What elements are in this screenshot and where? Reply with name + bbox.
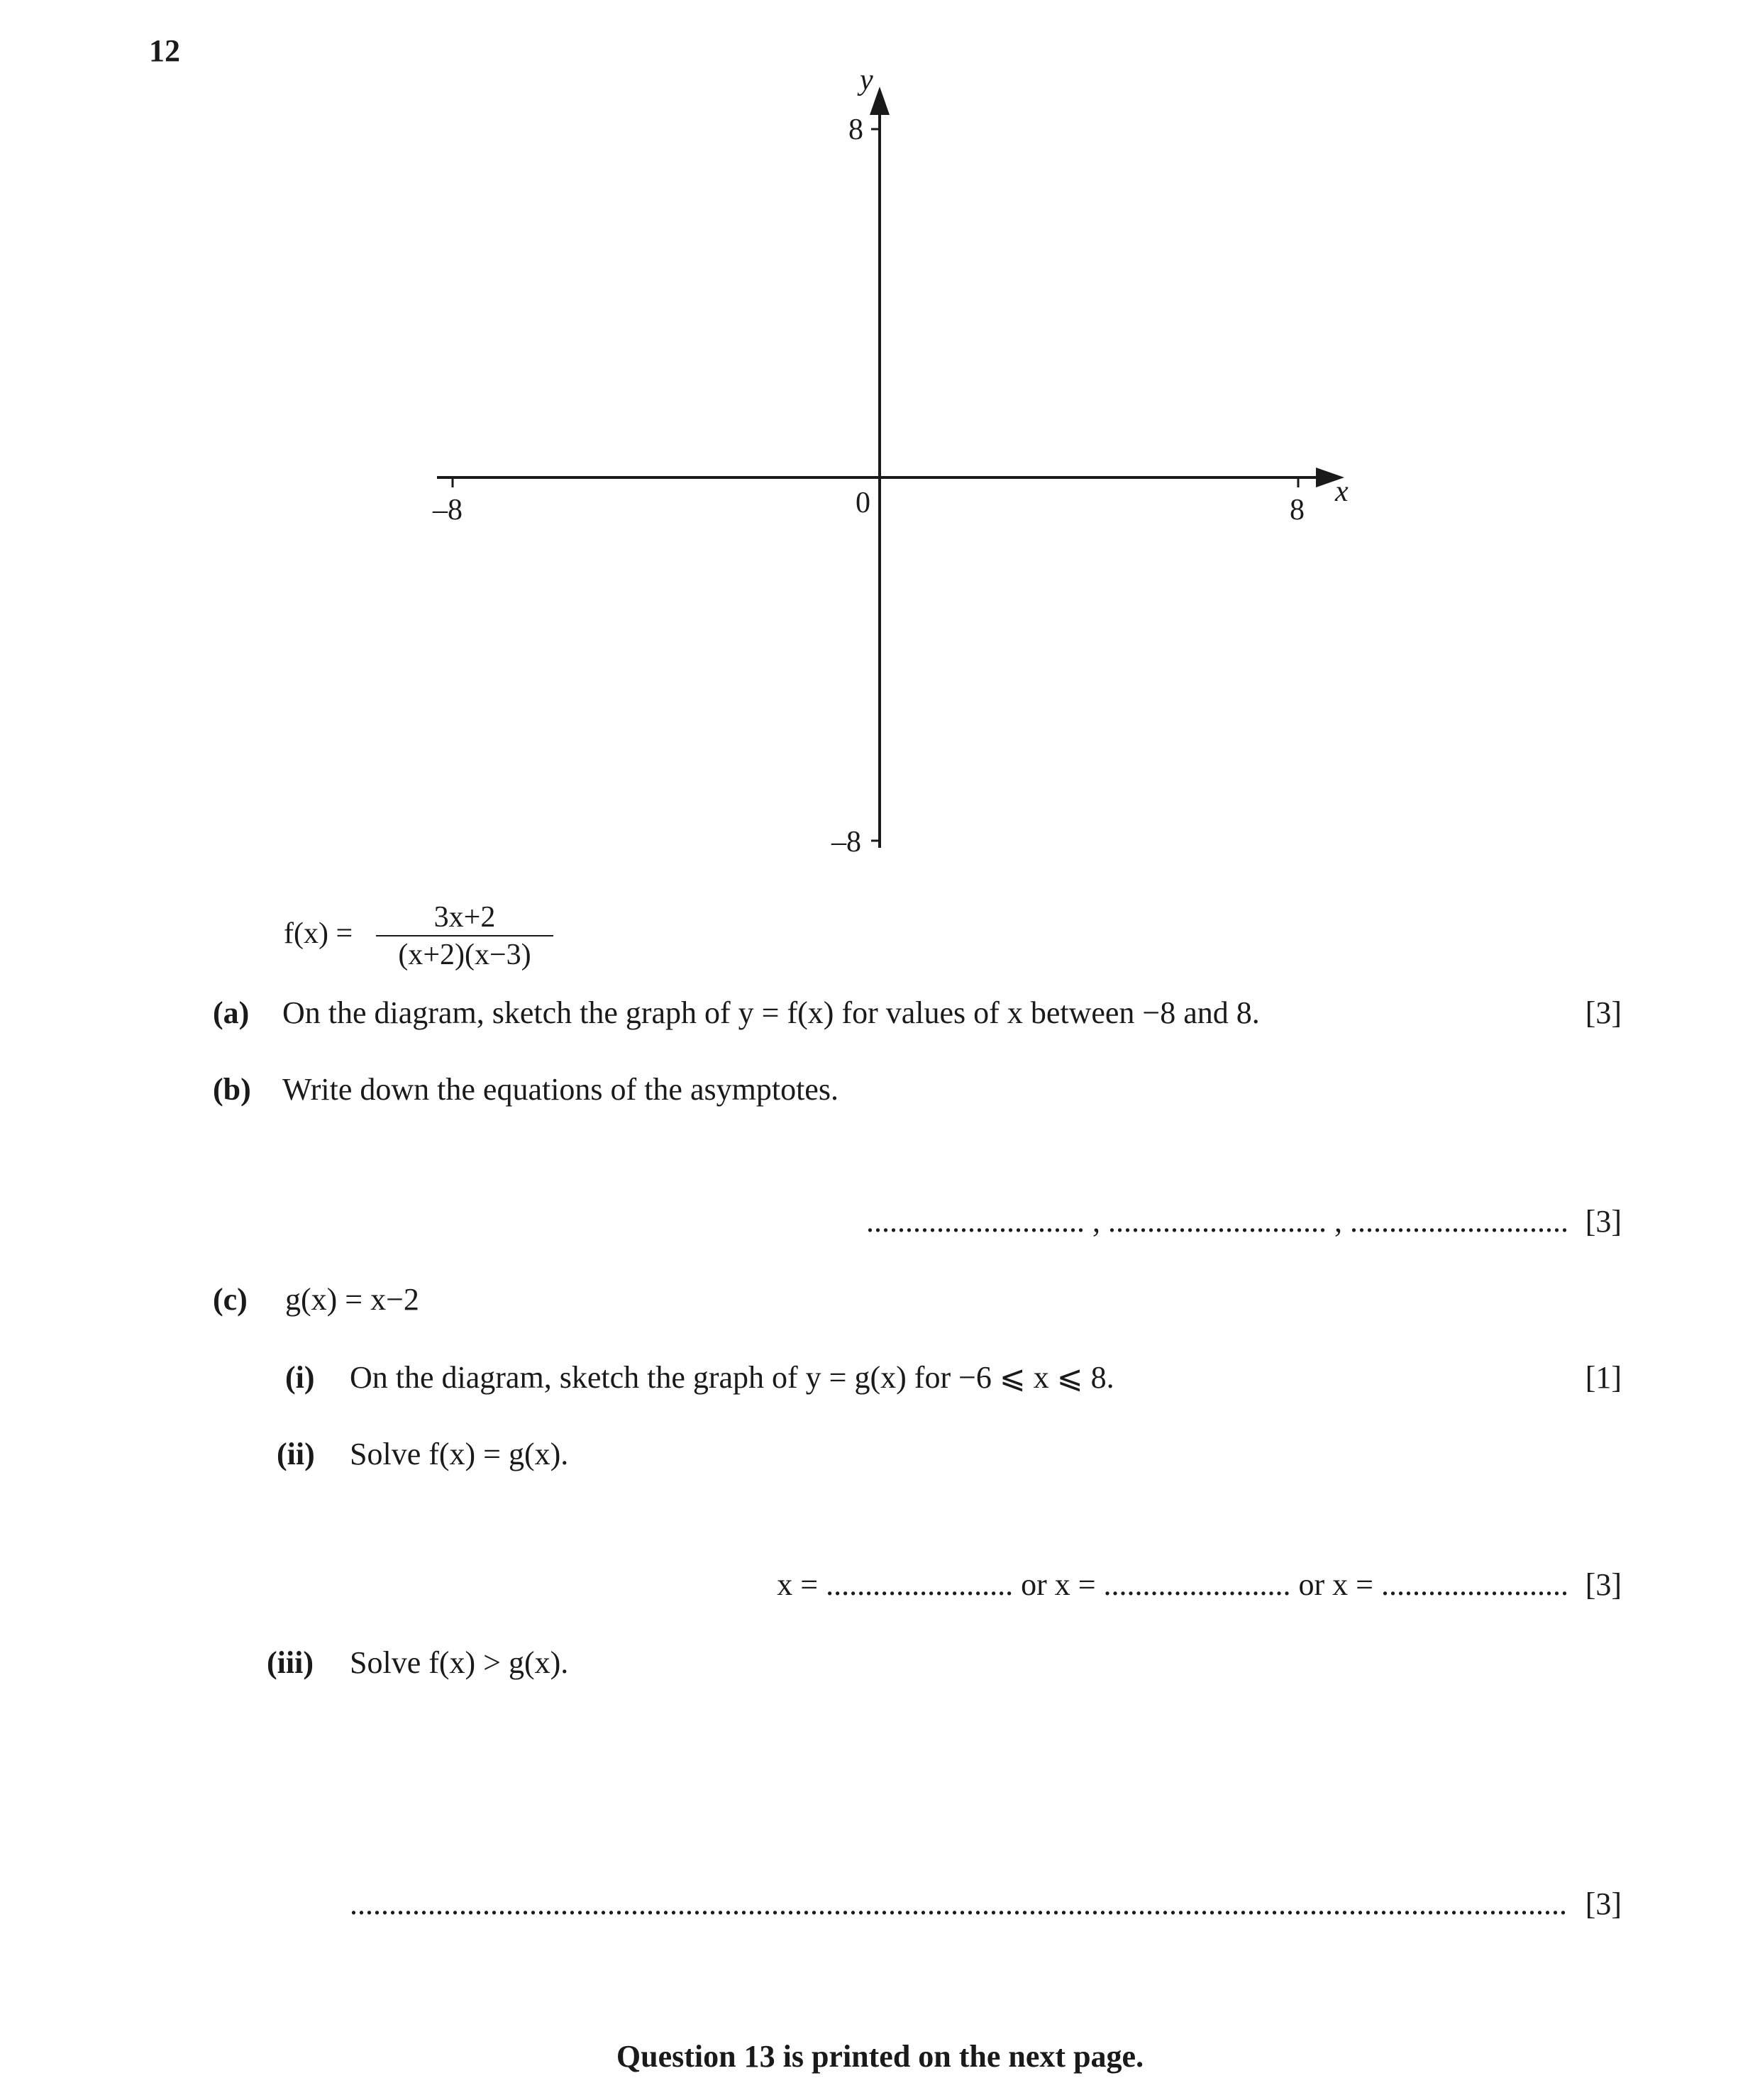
function-f-denominator: (x+2)(x−3) — [398, 939, 531, 971]
y-top-tick-label: 8 — [848, 114, 863, 146]
function-f-fraction — [376, 900, 553, 972]
y-axis-label: y — [860, 64, 873, 96]
page-number: 12 — [149, 33, 180, 68]
part-c-ii-text: Solve f(x) = g(x). — [350, 1437, 569, 1471]
part-b-label: (b) — [213, 1072, 251, 1107]
part-c-i-marks: [1] — [1585, 1360, 1622, 1395]
part-c-ii-marks: [3] — [1585, 1567, 1622, 1602]
x-right-tick-label: 8 — [1290, 494, 1305, 526]
part-b-marks: [3] — [1585, 1204, 1622, 1239]
part-c-i-label: (i) — [285, 1360, 315, 1395]
footer-note: Question 13 is printed on the next page. — [616, 2039, 1144, 2074]
part-c-iii-label: (iii) — [267, 1645, 314, 1680]
function-f-numerator: 3x+2 — [433, 901, 496, 934]
part-c-iii-answer-line[interactable]: ............................................................................................................................................................ — [350, 1889, 1567, 1920]
origin-label: 0 — [856, 487, 870, 519]
part-c-i-text: On the diagram, sketch the graph of y = g(x) for −6 ⩽ x ⩽ 8. — [350, 1360, 1114, 1395]
part-c-iii-text: Solve f(x) > g(x). — [350, 1645, 569, 1680]
part-c-ii-answer-line[interactable]: x = ........................ or x = ........................ or x = ........................ — [777, 1567, 1568, 1602]
part-a-label: (a) — [213, 995, 250, 1030]
part-a-marks: [3] — [1585, 995, 1622, 1030]
part-c-iii-marks: [3] — [1585, 1886, 1622, 1921]
part-b-text: Write down the equations of the asymptotes. — [282, 1072, 839, 1107]
x-left-tick-label: –8 — [433, 494, 463, 526]
part-a-text: On the diagram, sketch the graph of y = f(x) for values of x between −8 and 8. — [282, 995, 1260, 1030]
y-bottom-tick-label: –8 — [831, 826, 861, 858]
part-c-ii-label: (ii) — [277, 1437, 315, 1471]
part-c-label: (c) — [213, 1282, 248, 1317]
part-c-text: g(x) = x−2 — [285, 1282, 419, 1317]
part-b-answer-line[interactable]: ............................ , ............................ , ............................ — [866, 1204, 1568, 1239]
x-axis-label: x — [1335, 475, 1349, 508]
function-f-lhs: f(x) = — [284, 917, 353, 950]
coordinate-axes-diagram — [0, 0, 1760, 894]
